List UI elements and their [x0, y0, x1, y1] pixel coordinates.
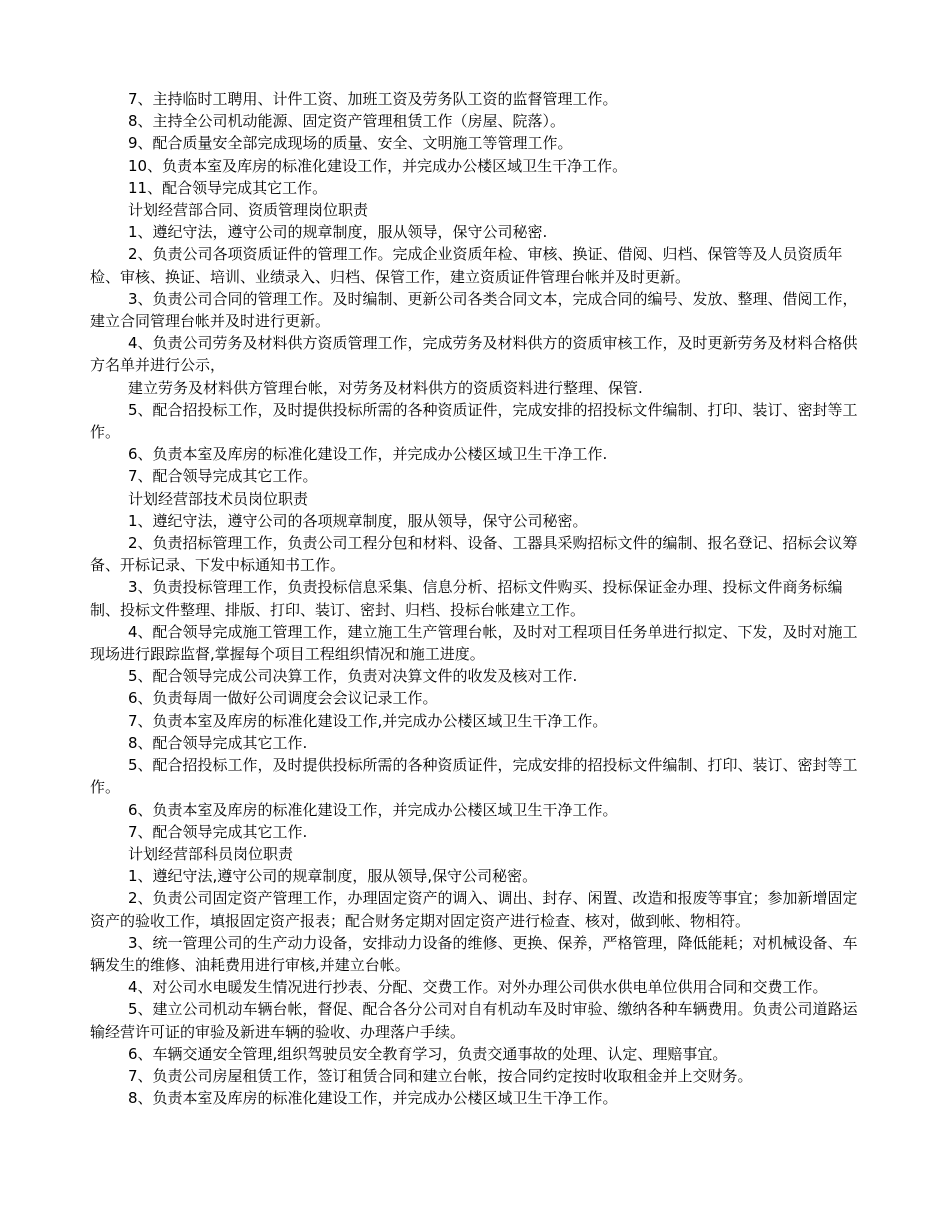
duty-item: 1、遵纪守法，遵守公司的规章制度，服从领导，保守公司秘密.: [128, 223, 548, 242]
duty-item: 11、配合领导完成其它工作。: [128, 178, 328, 197]
duty-item: 2、负责公司各项资质证件的管理工作。完成企业资质年检、审核、换证、借阅、归档、保管等及人员资质年检、审核、换证、培训、业绩录入、归档、保管工作，建立资质证件管理台帐并及时更新。: [90, 245, 843, 286]
duty-item: 8、主持全公司机动能源、固定资产管理租赁工作（房屋、院落）。: [128, 112, 566, 131]
duty-item: 1、遵纪守法，遵守公司的各项规章制度，服从领导，保守公司秘密。: [128, 511, 588, 530]
duty-item: 7、配合领导完成其它工作。: [128, 467, 318, 486]
duty-item: 4、对公司水电暖发生情况进行抄表、分配、交费工作。对外办理公司供水供电单位供用合同和交费工作。: [128, 978, 828, 997]
duty-item: 7、负责公司房屋租赁工作，签订租赁合同和建立台帐，按合同约定按时收取租金并上交财务。: [128, 1066, 753, 1085]
duty-item: 2、负责招标管理工作，负责公司工程分包和材料、设备、工器具采购招标文件的编制、报名登记、招标会议筹备、开标记录、下发中标通知书工作。: [90, 534, 858, 575]
duty-item: 8、负责本室及库房的标准化建设工作，并完成办公楼区域卫生干净工作。: [128, 1089, 618, 1108]
duty-item: 6、车辆交通安全管理,组织驾驶员安全教育学习，负责交通事故的处理、认定、理赔事宜。: [128, 1044, 728, 1063]
duty-item: 10、负责本室及库房的标准化建设工作，并完成办公楼区域卫生干净工作。: [128, 156, 628, 175]
duty-item: 3、负责投标管理工作，负责投标信息采集、信息分析、招标文件购买、投标保证金办理、投标文件商务标编制、投标文件整理、排版、打印、装订、密封、归档、投标台帐建立工作。: [90, 578, 843, 619]
duty-item: 8、配合领导完成其它工作.: [128, 733, 308, 752]
duty-item: 9、配合质量安全部完成现场的质量、安全、文明施工等管理工作。: [128, 134, 573, 153]
duty-item: 7、配合领导完成其它工作.: [128, 822, 308, 841]
duty-item: 6、负责每周一做好公司调度会会议记录工作。: [128, 689, 438, 708]
duty-item: 5、配合招投标工作，及时提供投标所需的各种资质证件，完成安排的招投标文件编制、打印、装订、密封等工作。: [90, 400, 858, 442]
duty-item: 5、配合招投标工作，及时提供投标所需的各种资质证件，完成安排的招投标文件编制、打印、装订、密封等工作。: [90, 756, 858, 797]
duty-item: 2、负责公司固定资产管理工作，办理固定资产的调入、调出、封存、闲置、改造和报废等事宜；参加新增固定资产的验收工作，填报固定资产报表；配合财务定期对固定资产进行检查、核对，做到帐、物相符。: [90, 889, 858, 930]
duty-item: 3、统一管理公司的生产动力设备，安排动力设备的维修、更换、保养，严格管理，降低能耗；对机械设备、车辆发生的维修、油耗费用进行审核,并建立台帐。: [90, 933, 858, 974]
section-heading: 计划经营部科员岗位职责: [128, 844, 294, 863]
duty-item: 4、配合领导完成施工管理工作，建立施工生产管理台帐，及时对工程项目任务单进行拟定、下发，及时对施工现场进行跟踪监督,掌握每个项目工程组织情况和施工进度。: [90, 622, 858, 664]
document-body: [90, 88, 860, 1109]
duty-item: 4、负责公司劳务及材料供方资质管理工作，完成劳务及材料供方的资质审核工作，及时更新劳务及材料合格供方名单并进行公示，: [90, 334, 858, 375]
duty-item-continuation: 建立劳务及材料供方管理台帐，对劳务及材料供方的资质资料进行整理、保管.: [128, 378, 643, 397]
duty-item: 6、负责本室及库房的标准化建设工作，并完成办公楼区域卫生干净工作.: [128, 445, 608, 464]
duty-item: 5、建立公司机动车辆台帐，督促、配合各分公司对自有机动车及时审验、缴纳各种车辆费用。负责公司道路运输经营许可证的审验及新进车辆的验收、办理落户手续。: [90, 1000, 858, 1041]
section-heading: 计划经营部技术员岗位职责: [128, 489, 309, 508]
duty-item: 5、配合领导完成公司决算工作，负责对决算文件的收发及核对工作.: [128, 667, 578, 686]
duty-item: 1、遵纪守法,遵守公司的规章制度，服从领导,保守公司秘密。: [128, 867, 538, 886]
duty-item: 3、负责公司合同的管理工作。及时编制、更新公司各类合同文本，完成合同的编号、发放、整理、借阅工作，建立合同管理台帐并及时进行更新。: [90, 289, 858, 331]
section-heading: 计划经营部合同、资质管理岗位职责: [128, 201, 369, 220]
duty-item: 7、负责本室及库房的标准化建设工作,并完成办公楼区域卫生干净工作。: [128, 711, 608, 730]
duty-item: 7、主持临时工聘用、计件工资、加班工资及劳务队工资的监督管理工作。: [128, 90, 618, 108]
duty-item: 6、负责本室及库房的标准化建设工作，并完成办公楼区域卫生干净工作。: [128, 800, 618, 819]
